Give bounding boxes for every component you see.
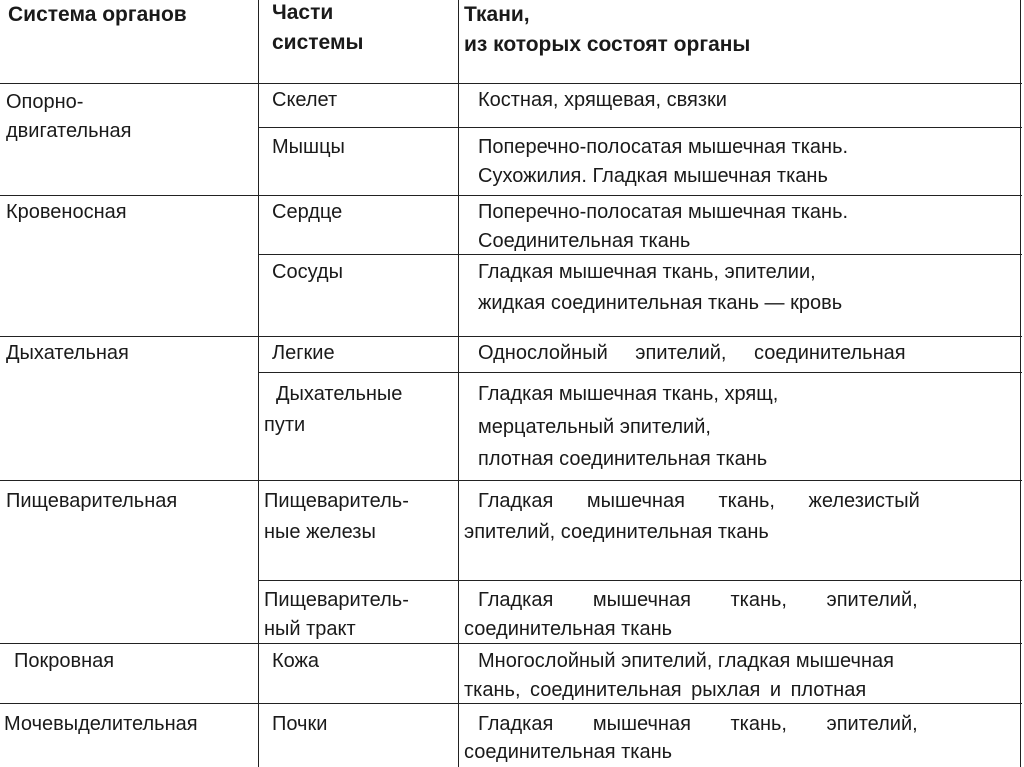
tissue-text: Соединительная ткань (478, 230, 691, 252)
column-divider (258, 0, 259, 767)
tissue-text: эпителий, соединительная ткань (464, 521, 769, 543)
system-name: двигательная (6, 120, 132, 142)
row-divider (0, 480, 1022, 481)
system-name: Кровеносная (6, 201, 127, 223)
part-name: ный тракт (264, 618, 356, 640)
tissue-text: соединительная ткань (464, 618, 673, 640)
column-divider (1020, 0, 1021, 767)
system-name: Покровная (14, 650, 115, 672)
system-name: Дыхательная (6, 342, 129, 364)
part-divider (258, 580, 1022, 581)
tissue-text: Гладкая мышечная ткань, эпителии, (478, 261, 816, 283)
tissue-text: Гладкая мышечная ткань, эпителий, (478, 589, 918, 611)
system-name: Опорно- (6, 91, 84, 113)
tissue-text: Поперечно-полосатая мышечная ткань. (478, 201, 849, 223)
tissue-text: Многослойный эпителий, гладкая мышечная (478, 650, 894, 672)
header-system: Система органов (8, 3, 187, 26)
header-tissues-line-1: Ткани, (464, 3, 530, 26)
column-divider (458, 0, 459, 767)
tissue-text: Костная, хрящевая, связки (478, 89, 727, 111)
header-parts-line-1: Части (272, 1, 334, 24)
part-name: Сердце (272, 201, 343, 223)
tissue-text: плотная соединительная ткань (478, 448, 768, 470)
tissue-text: жидкая соединительная ткань — кровь (478, 292, 843, 314)
tissue-text: Гладкая мышечная ткань, эпителий, (478, 713, 918, 735)
tissue-text: Гладкая мышечная ткань, хрящ, (478, 383, 779, 405)
part-name: Сосуды (272, 261, 343, 283)
header-tissues-line-2: из которых состоят органы (464, 33, 751, 56)
tissue-text: Однослойный эпителий, соединительная (478, 342, 906, 364)
part-divider (258, 127, 1022, 128)
tissue-text: соединительная ткань (464, 741, 673, 763)
tissue-text: Поперечно-полосатая мышечная ткань. (478, 136, 849, 158)
system-name: Пищеварительная (6, 490, 178, 512)
part-name: Мышцы (272, 136, 345, 158)
tissue-text: ткань, соединительная рыхлая и плотная (464, 679, 867, 701)
part-name: Дыхательные (276, 383, 403, 405)
system-name: Мочевыделительная (4, 713, 198, 735)
part-name: Скелет (272, 89, 338, 111)
row-divider (0, 336, 1022, 337)
part-name: пути (264, 414, 306, 436)
part-divider (258, 372, 1022, 373)
tissue-text: Гладкая мышечная ткань, железистый (478, 490, 920, 512)
part-name: Легкие (272, 342, 335, 364)
row-divider (0, 195, 1022, 196)
tissue-text: Сухожилия. Гладкая мышечная ткань (478, 165, 828, 187)
part-name: Пищеваритель- (264, 490, 409, 512)
part-name: Почки (272, 713, 328, 735)
tissue-text: мерцательный эпителий, (478, 416, 711, 438)
part-name: Кожа (272, 650, 320, 672)
part-name: ные железы (264, 521, 376, 543)
part-name: Пищеваритель- (264, 589, 409, 611)
row-divider (0, 83, 1022, 84)
header-parts-line-2: системы (272, 31, 364, 54)
